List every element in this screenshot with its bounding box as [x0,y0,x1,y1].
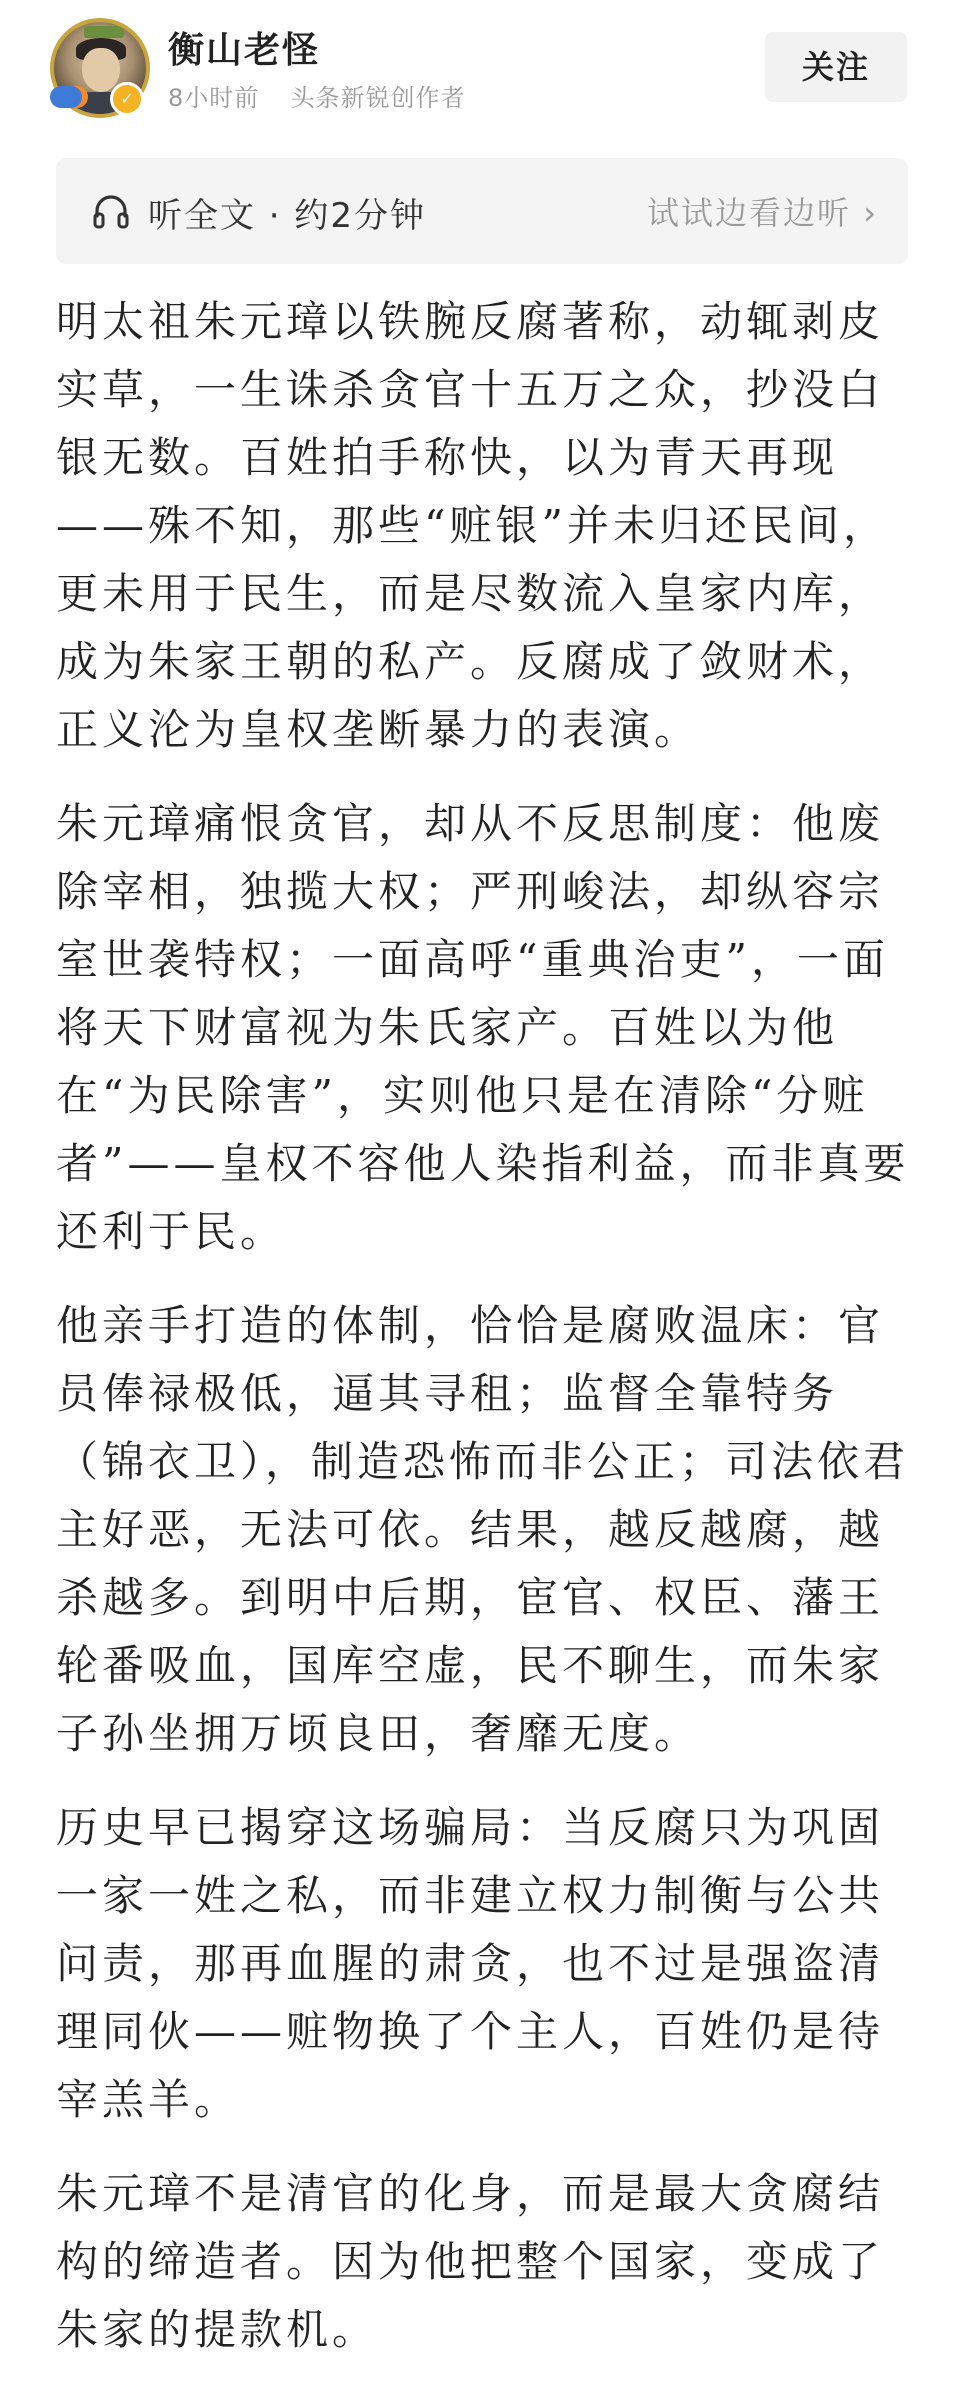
verified-badge-icon: ✓ [110,82,144,116]
article-body [56,288,916,2390]
article-paragraph-4: 历史早已揭穿这场骗局：当反腐只为巩固一家一姓之私，而非建立权力制衡与公共问责，那再血腥的肃贪，也不过是强盗清理同伙——赃物换了个主人，百姓仍是待宰羔羊。 [56,1803,885,2124]
author-header [0,0,960,140]
avatar-face [82,48,120,92]
listen-label: 听全文 · 约2分钟 [148,196,427,236]
article-paragraph-1: 明太祖朱元璋以铁腕反腐著称，动辄剥皮实草，一生诛杀贪官十五万之众，抄没白银无数。百姓拍手称快，以为青天再现——殊不知，那些“赃银”并未归还民间，更未用于民生，而是尽数流入皇家内库，成为朱家王朝的私产。反腐成了敛财术，正义沦为皇权垄断暴力的表演。 [56,297,889,754]
headphone-icon [92,192,130,230]
post-time: 8小时前 [168,84,260,112]
level-badge-icon [50,86,82,108]
author-meta [168,78,466,113]
listen-bar[interactable] [56,158,908,264]
follow-button[interactable]: 关注 [765,32,907,102]
article-paragraph-2: 朱元璋痛恨贪官，却从不反思制度：他废除宰相，独揽大权；严刑峻法，却纵容宗室世袭特权；一面高呼“重典治吏”，一面将天下财富视为朱氏家产。百姓以为他在“为民除害”，实则他只是在清除“分赃者”——皇权不容他人染指利益，而非真要还利于民。 [56,799,910,1256]
author-name[interactable]: 衡山老怪 [168,30,321,71]
author-title: 头条新锐创作者 [290,84,466,112]
article-paragraph-3: 他亲手打造的体制，恰恰是腐败温床：官员俸禄极低，逼其寻租；监督全靠特务（锦衣卫），制造恐怖而非公正；司法依君主好恶，无法可依。结果，越反越腐，越杀越多。到明中后期，宦官、权臣、藩王轮番吸血，国库空虚，民不聊生，而朱家子孙坐拥万顷良田，奢靡无度。 [56,1301,910,1758]
avatar-tag-decoration [84,26,124,38]
article-paragraph-5: 朱元璋不是清官的化身，而是最大贪腐结构的缔造者。因为他把整个国家，变成了朱家的提款机。 [56,2169,885,2354]
listen-hint-link[interactable]: 试试边看边听 › [647,194,878,232]
